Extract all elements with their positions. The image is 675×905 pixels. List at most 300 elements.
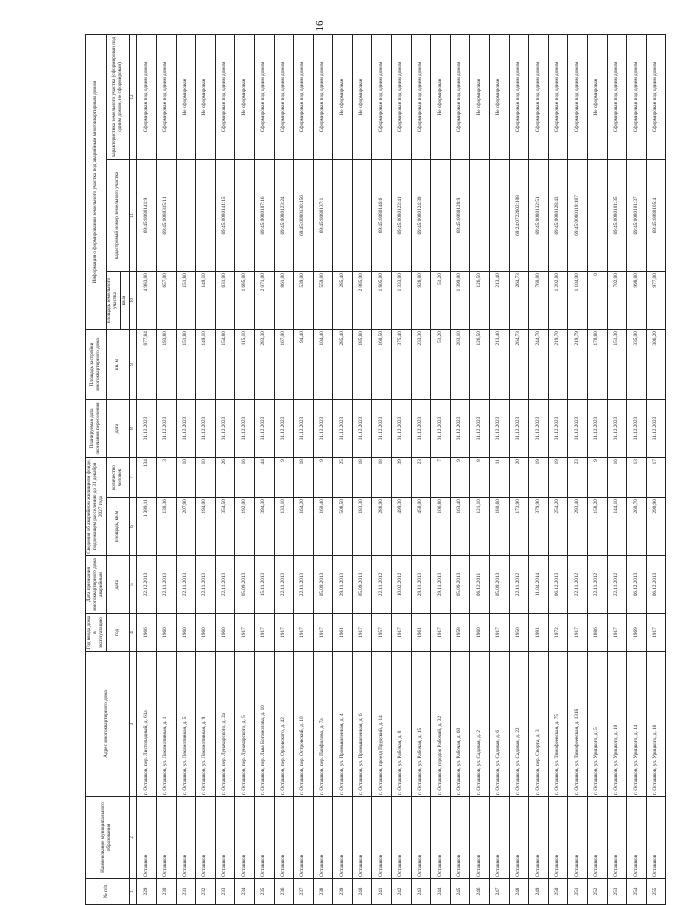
- cell-plan-date: 31.12.2023: [529, 400, 549, 458]
- table-row: [392, 35, 412, 905]
- cell-area: 173,90: [509, 498, 529, 556]
- cell-year: 1961: [411, 614, 431, 652]
- cell-year: 1972: [548, 614, 568, 652]
- cell-status: Сформирован под одним домом: [156, 35, 176, 160]
- cell-date: 22.12.2013: [137, 556, 157, 614]
- header-year: год: [106, 614, 129, 652]
- cell-date: 06.12.2013: [646, 556, 666, 614]
- cell-cadastral: 69:45:0080128:43: [548, 160, 568, 272]
- cell-date: 29.11.2013: [333, 556, 353, 614]
- cell-status: Сформирован под одним домом: [254, 35, 274, 160]
- table-body: [137, 35, 666, 905]
- cell-cadastral: 69:45:0080132:51: [529, 160, 549, 272]
- cell-date: 22.11.2013: [294, 556, 314, 614]
- cell-area: 458,00: [411, 498, 431, 556]
- cell-no: 247: [490, 879, 510, 905]
- header-year-group: Год ввода дома в эксплуатацию: [86, 614, 107, 652]
- table-row: [294, 35, 314, 905]
- cell-municipality: Осташков: [274, 797, 294, 879]
- cell-status: Сформирован под одним домом: [450, 35, 470, 160]
- cell-residents: 134: [137, 458, 157, 498]
- cell-address: г. Осташков, ул. Садовая, д. 6: [490, 652, 510, 797]
- cell-status: Сформирован под одним домом: [607, 35, 627, 160]
- cell-municipality: Осташков: [254, 797, 274, 879]
- cell-plan-date: 31.12.2023: [627, 400, 647, 458]
- cell-address: г. Осташков, ул. Тимофеевская, д. 131б: [568, 652, 588, 797]
- cell-dwelling-area: 94,40: [294, 330, 314, 400]
- housing-table-container: [85, 35, 675, 905]
- table-row: [274, 35, 294, 905]
- cell-cadastral: 69:45:0080141:15: [215, 160, 235, 272]
- cell-residents: 8: [470, 458, 490, 498]
- cell-cadastral: [176, 160, 196, 272]
- cell-plan-date: 31.12.2023: [352, 400, 372, 458]
- cell-municipality: Осташков: [490, 797, 510, 879]
- cell-residents: 18: [294, 458, 314, 498]
- cell-residents: 20: [509, 458, 529, 498]
- cell-no: 245: [450, 879, 470, 905]
- cell-no: 249: [529, 879, 549, 905]
- cell-municipality: Осташков: [646, 797, 666, 879]
- cell-cadastral: 69:45:0080137:1: [313, 160, 333, 272]
- cell-area: 133,10: [274, 498, 294, 556]
- cell-residents: 19: [548, 458, 568, 498]
- cell-year: 1886: [588, 614, 608, 652]
- cell-year: 1917: [352, 614, 372, 652]
- cell-plan-date: 31.12.2023: [392, 400, 412, 458]
- cell-no: 231: [176, 879, 196, 905]
- cell-plan-date: 31.12.2023: [137, 400, 157, 458]
- cell-no: 229: [137, 879, 157, 905]
- table-row: [509, 35, 529, 905]
- cell-status: Не сформирован: [470, 35, 490, 160]
- cell-plan-date: 31.12.2023: [490, 400, 510, 458]
- cell-address: г. Осташков, ул. Локомотивная, д. 1: [156, 652, 176, 797]
- cell-municipality: Осташков: [215, 797, 235, 879]
- cell-plot-area: 977,00: [646, 272, 666, 330]
- column-number: 8: [129, 400, 137, 458]
- cell-address: г. Осташков, пер. Панфилова, д. 7а: [313, 652, 333, 797]
- cell-plot-area: 151,80: [176, 272, 196, 330]
- table-row: [568, 35, 588, 905]
- cell-dwelling-area: 193,80: [156, 330, 176, 400]
- cell-no: 232: [196, 879, 216, 905]
- cell-plot-area: 1 333,00: [392, 272, 412, 330]
- cell-area: 121,10: [470, 498, 490, 556]
- cell-status: Не сформирован: [431, 35, 451, 160]
- cell-status: Сформирован под одним домом: [294, 35, 314, 160]
- cell-year: 1966: [137, 614, 157, 652]
- column-number: 11: [129, 160, 137, 272]
- cell-address: г. Осташков, пер. Листопадный, д. 61а: [137, 652, 157, 797]
- header-plan-group: Планируемая дата окончания переселения: [86, 400, 107, 458]
- cell-plan-date: 31.12.2023: [470, 400, 490, 458]
- cell-municipality: Осташков: [333, 797, 353, 879]
- cell-residents: 9: [588, 458, 608, 498]
- table-row: [588, 35, 608, 905]
- cell-no: 242: [392, 879, 412, 905]
- header-status: характеристика земельного участка (сформирован под одним домом, не сформирован): [106, 35, 129, 160]
- cell-residents: 3: [156, 458, 176, 498]
- cell-area: 394,30: [254, 498, 274, 556]
- cell-address: г. Осташков, ул. Урицкого, д. 10: [607, 652, 627, 797]
- cell-area: 163,40: [450, 498, 470, 556]
- cell-cadastral: 69:24:0722602:108: [509, 160, 529, 272]
- cell-cadastral: 69:45:0080107:16: [254, 160, 274, 272]
- cell-date: 05.09.2013: [490, 556, 510, 614]
- cell-dwelling-area: 51,20: [431, 330, 451, 400]
- cell-plot-area: 559,00: [313, 272, 333, 330]
- column-number: 5: [129, 556, 137, 614]
- cell-plot-area: 126,50: [470, 272, 490, 330]
- cell-cadastral: [333, 160, 353, 272]
- cell-plan-date: 31.12.2023: [450, 400, 470, 458]
- table-row: [627, 35, 647, 905]
- header-municipality: Наименование муниципального образования: [86, 797, 130, 879]
- cell-status: Не сформирован: [352, 35, 372, 160]
- cell-municipality: Осташков: [509, 797, 529, 879]
- table-row: [352, 35, 372, 905]
- cell-area: 164,20: [294, 498, 314, 556]
- cell-municipality: Осташков: [529, 797, 549, 879]
- cell-cadastral: 69:45:0080101:35: [607, 160, 627, 272]
- cell-date: 05.09.2013: [235, 556, 255, 614]
- cell-area: 183,30: [352, 498, 372, 556]
- cell-date: 22.11.2012: [372, 556, 392, 614]
- cell-cadastral: 69:45:0080146:6: [372, 160, 392, 272]
- cell-address: г. Осташков, ул. Тимофеевская, д. 75: [548, 652, 568, 797]
- cell-plot-area: 1 399,00: [450, 272, 470, 330]
- cell-plot-area: 928,00: [411, 272, 431, 330]
- cell-area: 260,70: [627, 498, 647, 556]
- cell-status: Сформирован под одним домом: [392, 35, 412, 160]
- cell-cadastral: 69:45:0080123:24: [274, 160, 294, 272]
- cell-municipality: Осташков: [607, 797, 627, 879]
- cell-municipality: Осташков: [548, 797, 568, 879]
- cell-address: г. Осташков, ул. Рабочая, д. 60: [450, 652, 470, 797]
- table-row: [450, 35, 470, 905]
- page-number: 16: [314, 20, 326, 32]
- cell-dwelling-area: 149,10: [196, 330, 216, 400]
- cell-no: 239: [333, 879, 353, 905]
- column-number: 4: [129, 614, 137, 652]
- cell-municipality: Осташков: [156, 797, 176, 879]
- cell-address: г. Осташков, ул. Промышленная, д. 4: [333, 652, 353, 797]
- cell-area: 290,90: [646, 498, 666, 556]
- cell-plot-area: 1 805,00: [372, 272, 392, 330]
- header-plan-date: дата: [106, 400, 129, 458]
- cell-address: г. Осташков, проезд Прудский, д. 14: [372, 652, 392, 797]
- cell-residents: 39: [392, 458, 412, 498]
- cell-dwelling-area: 264,73: [509, 330, 529, 400]
- cell-residents: 10: [196, 458, 216, 498]
- cell-cadastral: 69:45:0080124:39: [411, 160, 431, 272]
- cell-address: г. Осташков, ул. Садовая, д. 22: [509, 652, 529, 797]
- cell-no: 233: [215, 879, 235, 905]
- cell-dwelling-area: 335,00: [627, 330, 647, 400]
- cell-plan-date: 31.12.2023: [568, 400, 588, 458]
- table-row: [431, 35, 451, 905]
- cell-year: 1981: [529, 614, 549, 652]
- cell-plot-area: 631,00: [215, 272, 235, 330]
- cell-address: г. Осташков, пер. Спорта, д. 3: [529, 652, 549, 797]
- cell-address: г. Осташков, пер. Орловского, д. 42: [274, 652, 294, 797]
- cell-plan-date: 31.12.2023: [509, 400, 529, 458]
- cell-cadastral: 69:45:0080105:4: [646, 160, 666, 272]
- header-date: дата: [106, 556, 129, 614]
- cell-status: Сформирован под одним домом: [646, 35, 666, 160]
- cell-no: 255: [646, 879, 666, 905]
- cell-municipality: Осташков: [313, 797, 333, 879]
- cell-municipality: Осташков: [372, 797, 392, 879]
- cell-plan-date: 31.12.2023: [274, 400, 294, 458]
- cell-dwelling-area: 185,80: [352, 330, 372, 400]
- cell-status: Сформирован под одним домом: [509, 35, 529, 160]
- cell-status: Не сформирован: [333, 35, 353, 160]
- cell-address: г. Осташков, пер. Луначарского, д. 2а: [215, 652, 235, 797]
- table-row: [176, 35, 196, 905]
- cell-cadastral: [470, 160, 490, 272]
- cell-status: Не сформирован: [176, 35, 196, 160]
- cell-residents: 26: [215, 458, 235, 498]
- cell-municipality: Осташков: [137, 797, 157, 879]
- cell-dwelling-area: 244,70: [529, 330, 549, 400]
- cell-cadastral: [235, 160, 255, 272]
- table-row: [313, 35, 333, 905]
- cell-dwelling-area: 167,00: [274, 330, 294, 400]
- header-plot-group: Информация о формировании земельного участка под аварийным многоквартирным домом: [86, 35, 107, 330]
- cell-address: г. Осташков, пер. Луначарского, д. 5: [235, 652, 255, 797]
- cell-date: 05.09.2013: [450, 556, 470, 614]
- column-number: 7: [129, 458, 137, 498]
- cell-dwelling-area: 104,40: [313, 330, 333, 400]
- header-dwelling-group: Площадь застройки многоквартирного дома: [86, 330, 107, 400]
- cell-residents: 25: [333, 458, 353, 498]
- cell-year: 1969: [627, 614, 647, 652]
- table-row: [372, 35, 392, 905]
- cell-dwelling-area: 154,80: [215, 330, 235, 400]
- cell-residents: 44: [254, 458, 274, 498]
- cell-municipality: Осташков: [352, 797, 372, 879]
- cell-area: 254,20: [548, 498, 568, 556]
- cell-plot-area: 539,00: [294, 272, 314, 330]
- header-address: Адрес многоквартирного дома: [86, 652, 130, 797]
- cell-municipality: Осташков: [196, 797, 216, 879]
- cell-no: 230: [156, 879, 176, 905]
- cell-date: 22.11.2012: [509, 556, 529, 614]
- column-number: 12: [129, 35, 137, 160]
- emergency-housing-table: [85, 34, 666, 905]
- cell-address: г. Осташков, пер. Льва Богомолова, д. 10: [254, 652, 274, 797]
- cell-plot-area: 1 104,00: [568, 272, 588, 330]
- cell-date: 22.11.2013: [274, 556, 294, 614]
- cell-plan-date: 31.12.2023: [176, 400, 196, 458]
- cell-cadastral: 69:45:0080128:9: [450, 160, 470, 272]
- cell-plot-area: 861,00: [274, 272, 294, 330]
- cell-residents: 18: [352, 458, 372, 498]
- cell-year: 1917: [235, 614, 255, 652]
- cell-municipality: Осташков: [568, 797, 588, 879]
- cell-year: 1917: [294, 614, 314, 652]
- cell-plot-area: 149,10: [196, 272, 216, 330]
- cell-no: 252: [588, 879, 608, 905]
- cell-municipality: Осташков: [450, 797, 470, 879]
- cell-residents: 9: [450, 458, 470, 498]
- cell-date: 22.11.2013: [215, 556, 235, 614]
- column-number-row: [129, 35, 137, 905]
- cell-date: 22.11.2012: [588, 556, 608, 614]
- cell-municipality: Осташков: [588, 797, 608, 879]
- cell-address: г. Осташков, ул. Локомотивная, д. 5: [176, 652, 196, 797]
- cell-residents: 9: [274, 458, 294, 498]
- cell-plot-area: 2 085,00: [352, 272, 372, 330]
- cell-area: 508,50: [333, 498, 353, 556]
- cell-no: 237: [294, 879, 314, 905]
- cell-plan-date: 31.12.2023: [372, 400, 392, 458]
- cell-municipality: Осташков: [176, 797, 196, 879]
- cell-plan-date: 31.12.2023: [548, 400, 568, 458]
- cell-date: 05.09.2013: [313, 556, 333, 614]
- cell-dwelling-area: 170,80: [588, 330, 608, 400]
- cell-no: 243: [411, 879, 431, 905]
- cell-cadastral: 69:45:0080101:37: [627, 160, 647, 272]
- table-row: [156, 35, 176, 905]
- cell-area: 1 389,11: [137, 498, 157, 556]
- cell-year: 1917: [646, 614, 666, 652]
- cell-year: 1960: [156, 614, 176, 652]
- table-row: [215, 35, 235, 905]
- cell-plot-area: 4 983,00: [137, 272, 157, 330]
- cell-cadastral: 69:45:0080315:11: [156, 160, 176, 272]
- cell-municipality: Осташков: [431, 797, 451, 879]
- cell-plan-date: 31.12.2023: [333, 400, 353, 458]
- cell-no: 250: [548, 879, 568, 905]
- cell-residents: 19: [529, 458, 549, 498]
- cell-dwelling-area: 283,30: [254, 330, 274, 400]
- cell-year: 1917: [431, 614, 451, 652]
- cell-address: г. Осташков, ул. Промышленная, д. 6: [352, 652, 372, 797]
- cell-year: 1960: [215, 614, 235, 652]
- cell-status: Сформирован под одним домом: [313, 35, 333, 160]
- cell-dwelling-area: 213,40: [490, 330, 510, 400]
- cell-area: 379,90: [529, 498, 549, 556]
- column-number: 3: [129, 652, 137, 797]
- cell-municipality: Осташков: [235, 797, 255, 879]
- cell-plot-area: 2 071,00: [254, 272, 274, 330]
- cell-year: 1960: [176, 614, 196, 652]
- cell-cadastral: 69:45:0080119:187: [568, 160, 588, 272]
- cell-cadastral: 69:45:0080141:9: [137, 160, 157, 272]
- cell-address: г. Осташков, пер. Островский, д. 10: [294, 652, 314, 797]
- cell-municipality: Осташков: [392, 797, 412, 879]
- cell-area: 192,00: [235, 498, 255, 556]
- table-row: [470, 35, 490, 905]
- cell-municipality: Осташков: [627, 797, 647, 879]
- cell-area: 288,90: [372, 498, 392, 556]
- cell-year: 1950: [509, 614, 529, 652]
- cell-address: г. Осташков, ул. Рабочая, д. 8: [392, 652, 412, 797]
- cell-year: 1917: [254, 614, 274, 652]
- cell-status: Не сформирован: [588, 35, 608, 160]
- cell-dwelling-area: 151,80: [176, 330, 196, 400]
- cell-status: Сформирован под одним домом: [529, 35, 549, 160]
- column-number: 1: [129, 879, 137, 905]
- cell-year: 1917: [274, 614, 294, 652]
- cell-no: 240: [352, 879, 372, 905]
- header-info-group: Сведения об аварийном жилищном фонде, подлежащем расселению до 31 декабря 2027 года: [86, 458, 107, 556]
- cell-dwelling-area: 285,40: [333, 330, 353, 400]
- cell-plot-area: 285,40: [333, 272, 353, 330]
- cell-municipality: Осташков: [411, 797, 431, 879]
- cell-address: г. Осташков, ул. Урицкого, д. 14: [627, 652, 647, 797]
- cell-no: 251: [568, 879, 588, 905]
- cell-no: 253: [607, 879, 627, 905]
- cell-cadastral: [490, 160, 510, 272]
- cell-residents: 10: [176, 458, 196, 498]
- cell-date: 06.12.2011: [470, 556, 490, 614]
- table-row: [333, 35, 353, 905]
- cell-dwelling-area: 233,30: [411, 330, 431, 400]
- cell-cadastral: 69:45:0080130:156: [294, 160, 314, 272]
- header-area: площадь, кв.м: [106, 498, 129, 556]
- cell-status: Сформирован под одним домом: [137, 35, 157, 160]
- cell-status: Не сформирован: [196, 35, 216, 160]
- cell-residents: 17: [646, 458, 666, 498]
- cell-plan-date: 31.12.2023: [254, 400, 274, 458]
- column-number: 2: [129, 797, 137, 879]
- cell-plan-date: 31.12.2023: [294, 400, 314, 458]
- cell-address: г. Осташков, ул. Рабочая, д. 15: [411, 652, 431, 797]
- cell-date: 22.11.2013: [176, 556, 196, 614]
- cell-plot-area: 213,40: [490, 272, 510, 330]
- cell-date: 15.11.2013: [254, 556, 274, 614]
- cell-date: 22.11.2012: [568, 556, 588, 614]
- cell-address: г. Осташков, ул. Урицкого, д. 5: [588, 652, 608, 797]
- header-cadastral: кадастровый номер земельного участка: [106, 160, 129, 272]
- cell-residents: 7: [431, 458, 451, 498]
- table-row: [529, 35, 549, 905]
- cell-cadastral: [588, 160, 608, 272]
- cell-status: Не сформирован: [490, 35, 510, 160]
- cell-status: Сформирован под одним домом: [411, 35, 431, 160]
- cell-date: 29.11.2013: [431, 556, 451, 614]
- cell-date: 10.02.2012: [392, 556, 412, 614]
- cell-address: г. Осташков, ул. Локомотивная, д. 9: [196, 652, 216, 797]
- cell-date: 11.04.2014: [529, 556, 549, 614]
- cell-plan-date: 31.12.2023: [196, 400, 216, 458]
- cell-date: 06.12.2013: [548, 556, 568, 614]
- cell-area: 160,40: [313, 498, 333, 556]
- cell-municipality: Осташков: [294, 797, 314, 879]
- cell-no: 246: [470, 879, 490, 905]
- cell-dwelling-area: 126,50: [470, 330, 490, 400]
- cell-residents: 9: [313, 458, 333, 498]
- cell-cadastral: [352, 160, 372, 272]
- cell-plot-area: 657,00: [156, 272, 176, 330]
- cell-plan-date: 31.12.2023: [431, 400, 451, 458]
- cell-residents: 18: [372, 458, 392, 498]
- cell-no: 235: [254, 879, 274, 905]
- table-row: [254, 35, 274, 905]
- cell-dwelling-area: 219,79: [568, 330, 588, 400]
- cell-plot-area: 998,00: [627, 272, 647, 330]
- cell-plan-date: 31.12.2023: [313, 400, 333, 458]
- cell-year: 1917: [568, 614, 588, 652]
- header-no: № п/п: [86, 879, 130, 905]
- cell-dwelling-area: 219,70: [548, 330, 568, 400]
- cell-municipality: Осташков: [470, 797, 490, 879]
- cell-plot-area: 760,00: [529, 272, 549, 330]
